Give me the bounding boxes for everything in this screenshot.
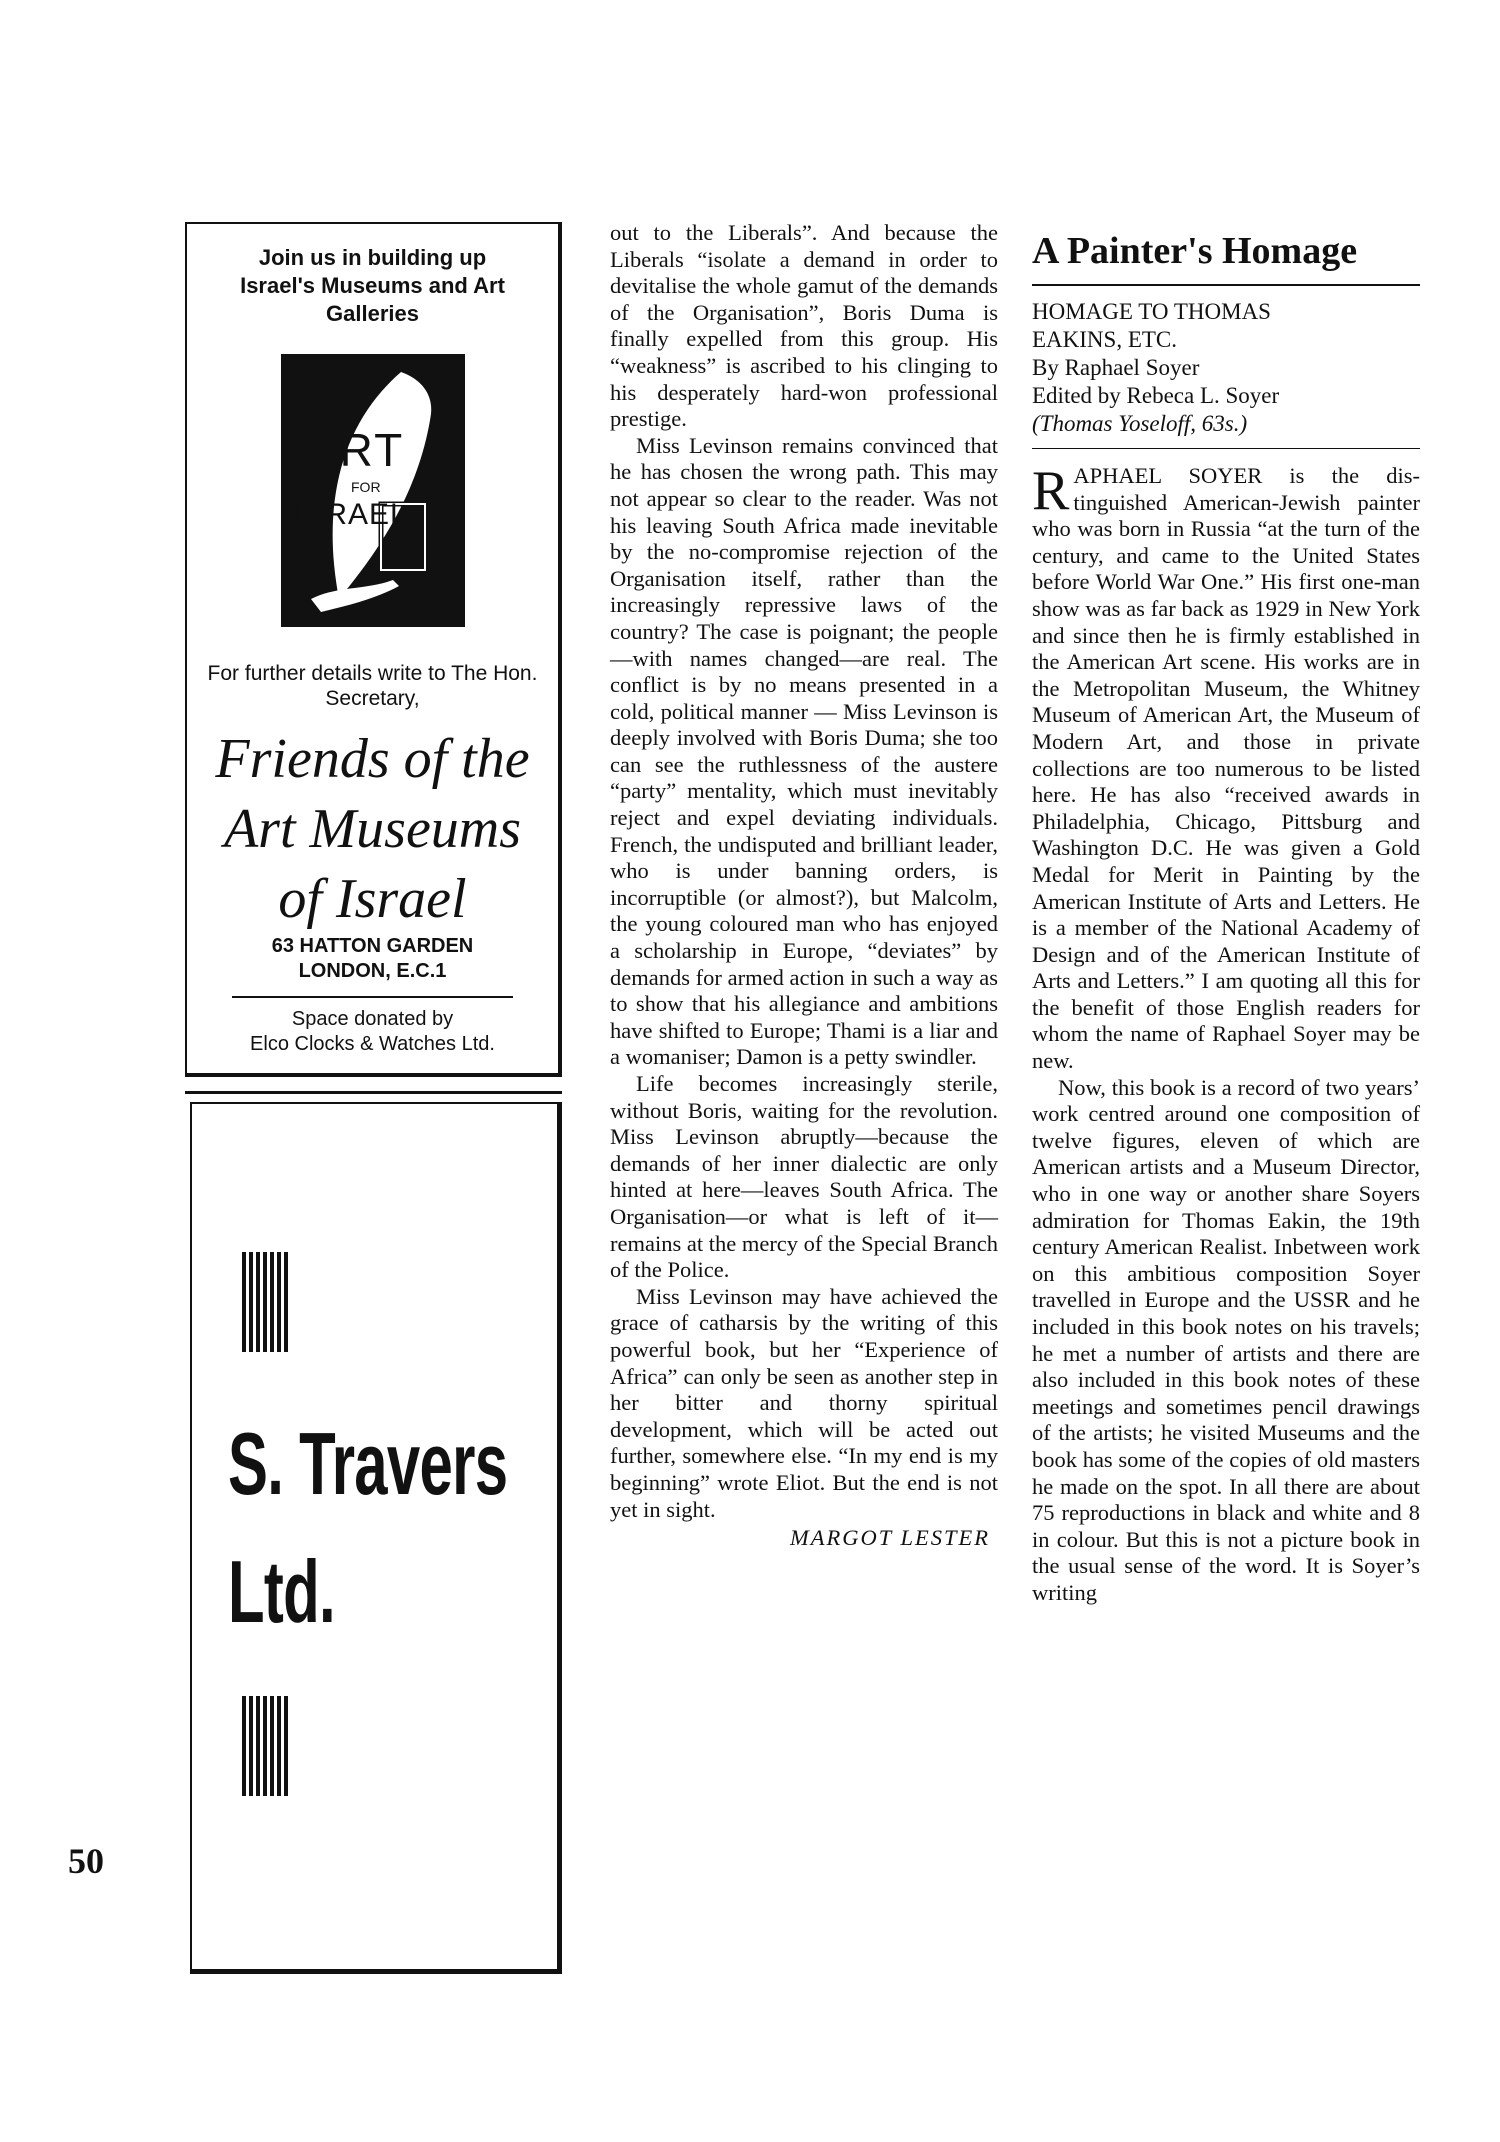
ad-divider: [232, 996, 513, 998]
review-paragraph: Miss Levinson remains convinced that he has chosen the wrong path. This may not appear so clear to the reader. Was not his leaving South Africa made inevitable by the no-compromise rejection of the Organisation itself, rather than the increasingly repressive laws of the country? The case is poignant; the people—with names changed—are real. The conflict is by no means presented in a cold, political manner — Miss Levinson is deeply involved with Boris Duma; she too can see the ruthlessness of the austere “party” mentality, which must inevitably reject and expel deviating individuals. French, the undisputed and brilliant leader, who is under banning orders, is incorruptible (or almost?), but Malcolm, the young coloured man who has enjoyed a scholarship in Europe, “deviates” by demands for armed action in such a way as to show that his allegiance and ambitions have shifted to Europe; Thami is a liar and a womaniser; Damon is a petty swindler.: [610, 432, 998, 1070]
organisation-name-line1: Friends of the: [215, 728, 530, 790]
svg-text:ISRAEL: ISRAEL: [295, 498, 408, 531]
art-for-israel-logo: [281, 354, 465, 627]
ad-separator: [185, 1091, 562, 1094]
travers-company-name: [228, 1409, 507, 1647]
review-lead-paragraph: [1032, 460, 1420, 1075]
travers-ad: [190, 1102, 562, 1974]
book-publisher: (Thomas Yoseloff, 63s.): [1032, 411, 1248, 436]
address-line1: 63 HATTON GARDEN: [271, 935, 474, 957]
book-details: [1032, 298, 1420, 438]
sponsor-credit-line2: Elco Clocks & Watches Ltd.: [250, 1033, 495, 1055]
page-number: 50: [68, 1841, 104, 1881]
barcode-decoration-top: [242, 1252, 288, 1352]
barcode-decoration-bottom: [242, 1696, 288, 1796]
svg-text:FOR: FOR: [351, 479, 381, 495]
friends-art-museums-ad: [185, 222, 562, 1077]
organisation-name: [187, 724, 558, 934]
svg-text:ART: ART: [307, 424, 405, 476]
lead-text: is the distinguished American-Jewish painter who was born in Russia “at the turn of the century, and came to the United States before World War One.” His first one-man show was as far back as 1929 in New York and since then he is firmly established in the American Art scene. His works are in the Metropolitan Museum, the Whitney Museum of American Art, the Museum of Modern Art, and those in private collections are too numerous to be listed here. He has also “received awards in Philadelphia, Chicago, Pittsburg and Washington D.C. He was given a Gold Medal for Merit in Painting by the American Institute of Arts and Letters. He is a member of the National Academy of Design and of the American Institute of Arts and Letters.” I am quoting all this for the benefit of those English readers for whom the name of Raphael Soyer may be new.: [1032, 463, 1420, 1074]
previous-review-column: [610, 220, 998, 1552]
review-paragraph: Life becomes increasingly sterile, without Boris, waiting for the revolution. Miss Levinson abruptly—because the demands of her inner dialectic are only hinted at here—leaves South Africa. The Organisation—or what is left of it—remains at the mercy of the Special Branch of the Police.: [610, 1071, 998, 1283]
ad-headline: Join us in building up Israel's Museums and Art Galleries: [240, 245, 505, 326]
sponsor-credit-line1: Space donated by: [291, 1008, 454, 1030]
details-rule: [1032, 448, 1420, 449]
travers-name-line1: S. Travers: [228, 1414, 508, 1513]
contact-line: For further details write to The Hon. Secretary,: [207, 662, 538, 710]
painters-homage-review: [1032, 222, 1420, 1607]
organisation-name-line3: of Israel: [278, 868, 467, 930]
address-line2: LONDON, E.C.1: [298, 960, 447, 982]
organisation-name-line2: Art Museums: [223, 798, 522, 860]
review-paragraph: out to the Liberals”. And because the Liberals “isolate a demand in order to devitalise the whole gamut of the demands of the Organisation”, Boris Duma is finally expelled from this group. His “weakness” is ascribed to his clinging to his desperately hard-won professional prestige.: [610, 220, 998, 432]
logo-illustration: [281, 354, 465, 627]
review-paragraph: Now, this book is a record of two years’ work centred around one composition of twelve figures, eleven of which are American artists and a Museum Director, who in one way or another share Soyers admiration for Thomas Eakin, the 19th century American Realist. Inbetween work on this ambitious composition Soyer travelled in Europe and the USSR and he included in this book notes on his travels; he met a number of artists and there are also included in this book notes of these meetings and sometimes pencil drawings of the artists; he visited Museums and the book has some of the copies of old masters he made on the spot. In all there are about 75 reproductions in black and white and 8 in colour. But this is not a picture book in the usual sense of the word. It is Soyer’s writing: [1032, 1074, 1420, 1605]
book-author: By Raphael Soyer: [1032, 355, 1200, 380]
drop-cap: R: [1032, 460, 1070, 522]
book-title-line2: EAKINS, ETC.: [1032, 327, 1178, 352]
book-title-line1: HOMAGE TO THOMAS: [1032, 299, 1271, 324]
title-rule: [1032, 284, 1420, 286]
review-paragraph: Miss Levinson may have achieved the grace of catharsis by the writing of this powerful book, but her “Experience of Africa” can only be seen as another step in her bitter and thorny spiritual development, which will be acted out further, somewhere else. “In my end is my beginning” wrote Eliot. But the end is not yet in sight.: [610, 1283, 998, 1522]
reviewer-signature: MARGOT LESTER: [790, 1525, 990, 1551]
lead-smallcaps: APHAEL SOYER: [1073, 463, 1263, 488]
book-editor: Edited by Rebeca L. Soyer: [1032, 383, 1280, 408]
review-title: A Painter's Homage: [1032, 230, 1358, 272]
address: [187, 934, 558, 984]
travers-name-line2: Ltd.: [228, 1542, 335, 1641]
sponsor-credit: [187, 1007, 558, 1057]
